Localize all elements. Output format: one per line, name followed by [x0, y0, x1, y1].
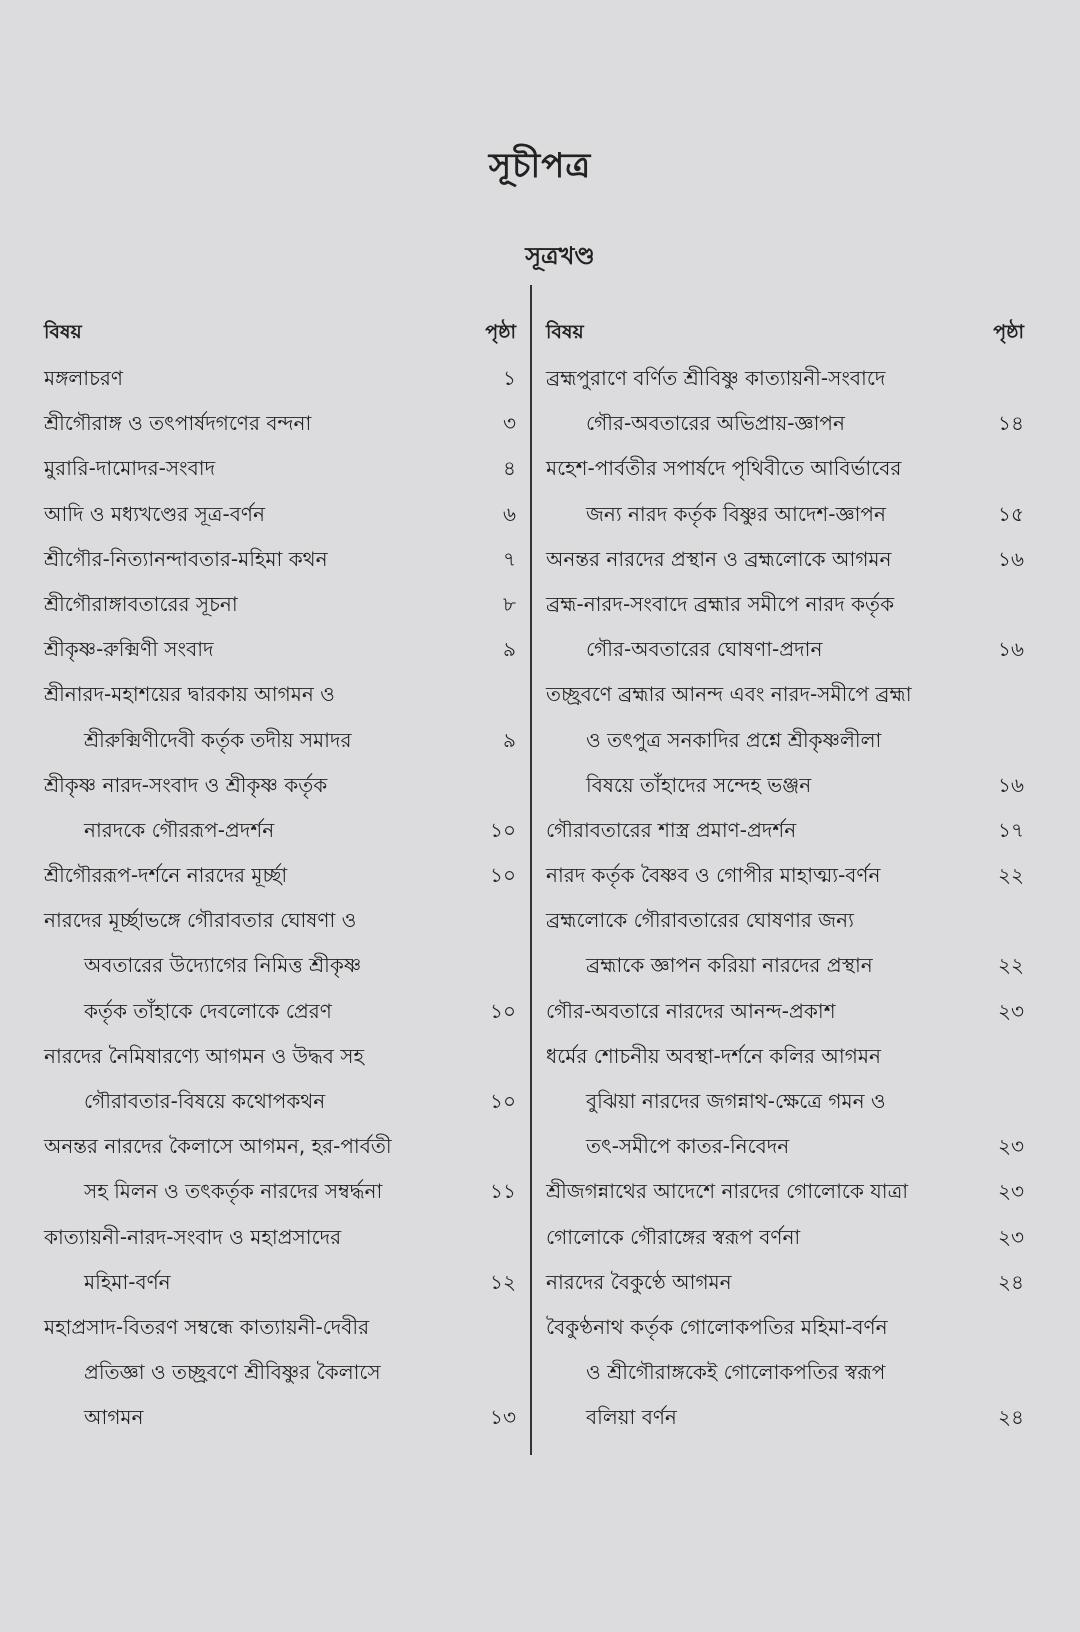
entry-page-number: ৮: [503, 591, 516, 616]
entry-page-number: ১৫: [998, 501, 1024, 526]
entry-title: ধর্মের শোচনীয় অবস্থা-দর্শনে কলির আগমন: [546, 1043, 881, 1068]
entry-title: মহাপ্রসাদ-বিতরণ সম্বন্ধে কাত্যায়নী-দেবীর: [44, 1314, 370, 1339]
toc-right-column: [546, 318, 1024, 1441]
toc-entry: [44, 401, 516, 446]
entry-title: শ্রীগৌরাঙ্গ ও তৎপার্ষদগণের বন্দনা: [44, 411, 312, 436]
toc-entry: [546, 356, 1024, 401]
toc-entry: [44, 943, 516, 988]
toc-entry: [546, 1124, 1024, 1169]
toc-entry: [546, 989, 1024, 1034]
toc-entry: [44, 898, 516, 943]
toc-entry: [44, 492, 516, 537]
toc-entry: [546, 718, 1024, 763]
entry-title: ব্রহ্মলোকে গৌরাবতারের ঘোষণার জন্য: [546, 908, 854, 933]
entry-page-number: ২৩: [997, 1224, 1024, 1249]
entry-title: শ্রীনারদ-মহাশয়ের দ্বারকায় আগমন ও: [44, 682, 335, 707]
entry-title: শ্রীরুক্মিণীদেবী কর্তৃক তদীয় সমাদর: [84, 727, 352, 752]
entry-title: মহেশ-পার্বতীর সপার্ষদে পৃথিবীতে আবির্ভাবের: [546, 456, 902, 481]
entry-page-number: ১৬: [998, 546, 1024, 571]
entry-page-number: ১০: [490, 1089, 516, 1113]
toc-entry: [44, 356, 516, 401]
entry-title: অনন্তর নারদের প্রস্থান ও ব্রহ্মলোকে আগমন: [546, 546, 892, 571]
toc-entry: [546, 943, 1024, 988]
entry-title: সহ মিলন ও তৎকর্তৃক নারদের সম্বর্দ্ধনা: [84, 1179, 383, 1204]
entry-page-number: ৯: [503, 637, 516, 662]
entry-title: গৌর-অবতারের ঘোষণা-প্রদান: [586, 637, 823, 662]
entry-title: কর্তৃক তাঁহাকে দেবলোকে প্রেরণ: [84, 998, 332, 1023]
entry-title: শ্রীকৃষ্ণ-রুক্মিণী সংবাদ: [44, 637, 214, 662]
toc-entry: [44, 853, 516, 898]
toc-entry: [44, 1350, 516, 1395]
entry-page-number: ২২: [997, 863, 1024, 888]
entry-title: শ্রীগৌরাঙ্গাবতারের সূচনা: [44, 591, 238, 616]
entry-title: গৌরাবতারের শাস্ত্র প্রমাণ-প্রদর্শন: [546, 817, 797, 842]
entry-page-number: ১২: [490, 1269, 516, 1294]
entry-title: ও শ্রীগৌরাঙ্গকেই গোলোকপতির স্বরূপ: [586, 1360, 886, 1385]
toc-entry: [546, 492, 1024, 537]
toc-entry: [44, 446, 516, 491]
toc-entry: [546, 1395, 1024, 1440]
entry-title: আগমন: [84, 1405, 144, 1430]
entry-page-number: ২৩: [997, 1134, 1024, 1159]
entry-title: ব্রহ্মাকে জ্ঞাপন করিয়া নারদের প্রস্থান: [586, 953, 873, 978]
toc-entry: [546, 1079, 1024, 1124]
entry-page-number: ১০: [490, 863, 516, 888]
entry-title: শ্রীগৌর-নিত্যানন্দাবতার-মহিমা কথন: [44, 546, 328, 571]
page-header: পৃষ্ঠা: [485, 321, 516, 343]
entry-page-number: ৪: [503, 456, 516, 481]
toc-entry: [44, 1395, 516, 1440]
column-header: [546, 318, 1024, 356]
toc-entry: [44, 627, 516, 672]
toc-entry: [44, 808, 516, 853]
entry-title: নারদকে গৌররূপ-প্রদর্শন: [84, 817, 275, 842]
toc-entry: [44, 718, 516, 763]
entry-page-number: ১৭: [998, 817, 1024, 842]
entry-title: তচ্ছ্রবণে ব্রহ্মার আনন্দ এবং নারদ-সমীপে ব্রহ্মা: [546, 682, 912, 707]
entry-title: বলিয়া বর্ণন: [586, 1405, 677, 1430]
entry-title: মুরারি-দামোদর-সংবাদ: [44, 456, 216, 481]
entry-page-number: ১: [503, 366, 516, 390]
entry-title: নারদ কর্তৃক বৈষ্ণব ও গোপীর মাহাত্ম্য-বর্ণন: [546, 863, 881, 888]
toc-entry: [44, 1124, 516, 1169]
toc-entry: [546, 853, 1024, 898]
entry-page-number: ২৪: [998, 1405, 1024, 1430]
entry-title: নারদের বৈকুণ্ঠে আগমন: [546, 1269, 732, 1294]
toc-entry: [546, 763, 1024, 808]
entry-page-number: ২২: [997, 953, 1024, 978]
page-header: পৃষ্ঠা: [993, 321, 1024, 343]
entry-title: ব্রহ্ম-নারদ-সংবাদে ব্রহ্মার সমীপে নারদ কর্তৃক: [546, 591, 895, 616]
entry-page-number: ১৪: [998, 411, 1024, 436]
entry-title: আদি ও মধ্যখণ্ডের সূত্র-বর্ণন: [44, 501, 265, 526]
entry-page-number: ১৩: [490, 1405, 516, 1430]
entry-title: অনন্তর নারদের কৈলাসে আগমন, হর-পার্বতী: [44, 1134, 392, 1159]
toc-entry: [546, 1350, 1024, 1395]
entry-title: শ্রীগৌররূপ-দর্শনে নারদের মূর্চ্ছা: [44, 863, 288, 888]
toc-left-column: [44, 318, 516, 1441]
entry-title: প্রতিজ্ঞা ও তচ্ছ্রবণে শ্রীবিষ্ণুর কৈলাসে: [84, 1360, 381, 1385]
entry-title: ব্রহ্মপুরাণে বর্ণিত শ্রীবিষ্ণু কাত্যায়নী-সংবাদে: [546, 366, 886, 390]
entry-page-number: ২৩: [997, 998, 1024, 1023]
entry-page-number: ৬: [502, 501, 516, 526]
toc-entry: [546, 401, 1024, 446]
toc-entry: [546, 1169, 1024, 1214]
section-title: সূত্রখণ্ড: [525, 242, 595, 270]
entry-page-number: ৯: [503, 727, 516, 752]
entry-page-number: ১৬: [998, 637, 1024, 662]
entry-title: বৈকুণ্ঠনাথ কর্তৃক গোলোকপতির মহিমা-বর্ণন: [546, 1314, 888, 1339]
toc-entry: [546, 582, 1024, 627]
toc-entry: [44, 1305, 516, 1350]
entry-title: শ্রীকৃষ্ণ নারদ-সংবাদ ও শ্রীকৃষ্ণ কর্তৃক: [44, 772, 328, 797]
toc-entry: [546, 898, 1024, 943]
toc-entry: [546, 1260, 1024, 1305]
toc-entry: [546, 808, 1024, 853]
entry-title: ও তৎপুত্র সনকাদির প্রশ্নে শ্রীকৃষ্ণলীলা: [586, 727, 882, 752]
toc-entry: [44, 537, 516, 582]
entry-page-number: ১১: [490, 1179, 516, 1204]
toc-entry: [44, 1034, 516, 1079]
entry-title: কাত্যায়নী-নারদ-সংবাদ ও মহাপ্রসাদের: [44, 1224, 342, 1249]
entry-title: গৌর-অবতারের অভিপ্রায়-জ্ঞাপন: [586, 411, 845, 436]
entry-page-number: ৩: [502, 411, 516, 436]
toc-entry: [44, 582, 516, 627]
entry-title: গৌরাবতার-বিষয়ে কথোপকথন: [84, 1089, 326, 1113]
entry-page-number: ২৩: [997, 1179, 1024, 1204]
subject-header: বিষয়: [546, 321, 584, 343]
entry-title: বিষয়ে তাঁহাদের সন্দেহ ভঞ্জন: [586, 772, 812, 797]
entry-title: গৌর-অবতারে নারদের আনন্দ-প্রকাশ: [546, 998, 836, 1023]
toc-entry: [44, 672, 516, 717]
toc-entry: [44, 1260, 516, 1305]
column-header: [44, 318, 516, 356]
entry-page-number: ৭: [502, 546, 516, 571]
toc-entry: [44, 989, 516, 1034]
toc-entry: [546, 1034, 1024, 1079]
toc-entry: [546, 627, 1024, 672]
toc-entry: [546, 672, 1024, 717]
entry-title: বুঝিয়া নারদের জগন্নাথ-ক্ষেত্রে গমন ও: [586, 1089, 886, 1113]
entry-page-number: ১০: [490, 998, 516, 1023]
entry-page-number: ১০: [490, 817, 516, 842]
toc-entry: [44, 1079, 516, 1124]
subject-header: বিষয়: [44, 321, 82, 343]
entry-title: নারদের নৈমিষারণ্যে আগমন ও উদ্ধব সহ: [44, 1043, 364, 1068]
entry-title: তৎ-সমীপে কাতর-নিবেদন: [586, 1134, 790, 1159]
entry-title: মঙ্গলাচরণ: [44, 366, 123, 390]
entry-title: নারদের মূর্চ্ছাভঙ্গে গৌরাবতার ঘোষণা ও: [44, 908, 357, 933]
column-divider: [530, 285, 532, 1455]
toc-entry: [44, 763, 516, 808]
entry-title: শ্রীজগন্নাথের আদেশে নারদের গোলোকে যাত্রা: [546, 1179, 909, 1204]
entry-title: মহিমা-বর্ণন: [84, 1269, 171, 1294]
toc-entry: [546, 537, 1024, 582]
entry-title: গোলোকে গৌরাঙ্গের স্বরূপ বর্ণনা: [546, 1224, 801, 1249]
entry-page-number: ২৪: [998, 1269, 1024, 1294]
page-title: সূচীপত্র: [488, 146, 592, 186]
entry-page-number: ১৬: [998, 772, 1024, 797]
toc-entry: [44, 1215, 516, 1260]
toc-entry: [546, 1215, 1024, 1260]
entry-title: জন্য নারদ কর্তৃক বিষ্ণুর আদেশ-জ্ঞাপন: [586, 501, 886, 526]
entry-title: অবতারের উদ্যোগের নিমিত্ত শ্রীকৃষ্ণ: [84, 953, 362, 978]
toc-entry: [44, 1169, 516, 1214]
toc-entry: [546, 446, 1024, 491]
toc-entry: [546, 1305, 1024, 1350]
